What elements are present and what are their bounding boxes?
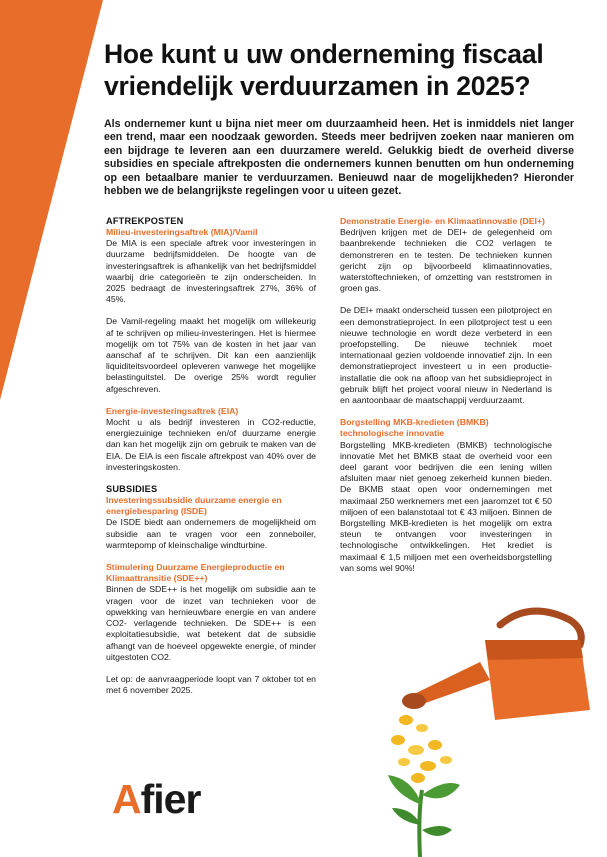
eia-paragraph: Mocht u als bedrijf investeren in CO2-reductie, energiezuinige technieken en/of duurzame energie dan kan het mogelijk zijn om gebruik te maken van de EIA. De EIA is een fiscale aftrekpost van 40% over de investeringskosten. bbox=[106, 417, 316, 472]
coin bbox=[420, 761, 436, 771]
mia-paragraph-1: De MIA is een speciale aftrek voor investeringen in duurzame bedrijfsmiddelen. De hoogte van de investeringsaftrek is afhankelijk van het bedrijfsmiddel waarbij drie categorieën te zijn onderscheiden. In 2025 bedraagt de investeringsaftrek 27%, 36% of 45%. bbox=[106, 238, 316, 305]
left-column bbox=[106, 216, 316, 696]
heading-isde: Investeringssubsidie duurzame energie en energiebesparing (ISDE) bbox=[106, 495, 282, 517]
heading-bmkb: Borgstelling MKB-kredieten (BMKB) technologische innovatie bbox=[340, 417, 489, 439]
section-title-subsidies: SUBSIDIES bbox=[106, 484, 158, 495]
coin bbox=[408, 745, 424, 755]
bmkb-paragraph: Borgstelling MKB-kredieten (BMKB) technologische innovatie Met het BMKB staat de overheid voor een deel garant voor bedrijven die een lening willen afsluiten maar niet genoeg zekerheid kunnen bieden. De BKMB staat open voor ondernemingen met maximaal 250 werknemers met een jaaromzet tot € 50 miljoen of een balanstotaal tot € 43 miljoen. Binnen de Borgstelling MKB-kredieten is het mogelijk om extra steun te ontvangen voor investeringen in technologische ontwikkelingen. Het krediet is maximaal € 1,5 miljoen met een overheidsborgstelling van soms wel 90%! bbox=[340, 439, 552, 573]
section-title-aftrekposten: AFTREKPOSTEN bbox=[106, 216, 184, 226]
mia-paragraph-2: De Vamil-regeling maakt het mogelijk om willekeurig af te schrijven op milieu-investeringen. Het is hiermee mogelijk om tot 75% van de kosten in het jaar van aanschaf af te schrijven. Dit kan een aanzienlijk liquiditeitsvoordeel opleveren vanwege het mogelijke belastinguitstel. De overige 25% wordt regulier afgeschreven. bbox=[106, 316, 316, 394]
coins bbox=[391, 715, 452, 783]
dei-paragraph-2: De DEI+ maakt onderscheid tussen een pilotproject en een demonstratieproject. In een pilotproject test u een nieuwe technologie en wordt deze verbeterd in een proefopstelling. De nieuwe techniek moet internationaal gezien voldoende innovatief zijn. In een demonstratieproject investeert u in een productie-installatie die ook na afloop van het subsidieproject in gebruik blijft het project vooral nieuw in Nederland is en aantoonbaar de maatschappij verduurzaamt. bbox=[340, 305, 552, 406]
watering-can-icon bbox=[402, 611, 590, 720]
dei-paragraph-1: Bedrijven krijgen met de DEI+ de gelegenheid om baanbrekende technieken die CO2 verlagen te demonstreren en te testen. De technieken kunnen gericht zijn op bijvoorbeeld klimaatinnovaties, waterstoftechnieken, of omzetting van reststromen in groen gas. bbox=[340, 227, 552, 294]
sde-paragraph: Binnen de SDE++ is het mogelijk om subsidie aan te vragen voor de inzet van technieken voor de opwekking van hernieuwbare energie en van andere CO2- verlagende technieken. De SDE++ is een exploitatiesubsidie, wat betekent dat de subsidie afhangt van de hoeveel opgewekte energie, of minder uitgestoten CO2. bbox=[106, 584, 316, 662]
sde-note: Let op: de aanvraagperiode loopt van 7 oktober tot en met 6 november 2025. bbox=[106, 673, 316, 696]
coin bbox=[399, 715, 413, 725]
watering-can-coins-illustration bbox=[380, 600, 607, 857]
page-title: Hoe kunt u uw onderneming fiscaal vriendelijk verduurzamen in 2025? bbox=[104, 39, 544, 101]
intro-paragraph: Als ondernemer kunt u bijna niet meer om duurzaamheid heen. Het is inmiddels niet langer een trend, maar een noodzaak geworden. Steeds meer bedrijven zoeken naar manieren om een bijdrage te leveren aan een duurzamere wereld. Gelukkig biedt de overheid diverse subsidies en speciale aftrekposten die ondernemers kunnen benutten om hun onderneming op een betaalbare manier te verduurzamen. Benieuwd naar de mogelijkheden? Hieronder hebben we de belangrijkste regelingen voor u uiteen gezet. bbox=[104, 118, 574, 198]
right-column bbox=[340, 216, 552, 574]
heading-eia: Energie-investeringsaftrek (EIA) bbox=[106, 405, 239, 416]
plant-icon bbox=[388, 775, 460, 857]
isde-paragraph: De ISDE biedt aan ondernemers de mogelijkheid om subsidie aan te vragen voor een zonneboiler, warmtepomp of kleinschalige windturbine. bbox=[106, 517, 316, 550]
coin bbox=[416, 724, 428, 732]
coin bbox=[391, 735, 405, 745]
heading-sde: Stimulering Duurzame Energieproductie en Klimaattransitie (SDE++) bbox=[106, 562, 285, 584]
afier-logo: Afier bbox=[112, 776, 201, 822]
heading-dei: Demonstratie Energie- en Klimaatinnovatie (DEI+) bbox=[340, 216, 545, 226]
coin bbox=[411, 773, 425, 783]
coin bbox=[440, 756, 452, 764]
coin bbox=[398, 758, 410, 766]
heading-mia: Milieu-investeringsaftrek (MIA)/Vamil bbox=[106, 227, 258, 237]
coin bbox=[428, 740, 442, 750]
orange-stripe-decoration bbox=[0, 0, 110, 400]
